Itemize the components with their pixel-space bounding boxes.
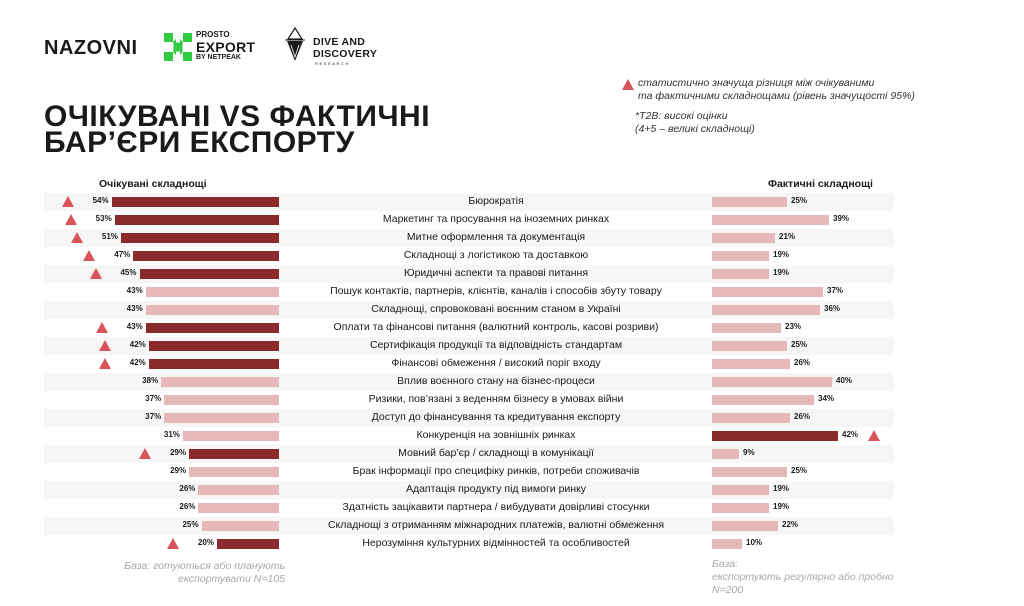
actual-bar bbox=[712, 197, 787, 207]
actual-value-label: 36% bbox=[824, 304, 841, 313]
expected-value-label: 51% bbox=[101, 232, 118, 241]
expected-bar bbox=[164, 413, 279, 423]
actual-bar bbox=[712, 305, 820, 315]
significance-triangle-icon bbox=[139, 448, 151, 459]
expected-bar bbox=[202, 521, 280, 531]
expected-value-label: 26% bbox=[179, 484, 196, 493]
significance-triangle-icon bbox=[99, 340, 111, 351]
base-left-line1: База: готуються або планують bbox=[124, 560, 285, 572]
prosto-export-icon bbox=[164, 33, 192, 61]
chart-row bbox=[0, 409, 1024, 427]
actual-bar bbox=[712, 251, 769, 261]
significance-triangle-icon bbox=[62, 196, 74, 207]
prosto-export-logo bbox=[164, 30, 264, 64]
title-line1: ОЧІКУВАНІ VS ФАКТИЧНІ bbox=[44, 100, 431, 133]
actual-bar bbox=[712, 521, 778, 531]
chart-row bbox=[0, 211, 1024, 229]
expected-value-label: 53% bbox=[95, 214, 112, 223]
title-line2: БАР’ЄРИ ЕКСПОРТУ bbox=[44, 126, 355, 159]
significance-triangle-icon bbox=[99, 358, 111, 369]
actual-value-label: 37% bbox=[827, 286, 844, 295]
actual-bar bbox=[712, 395, 814, 405]
prosto-export-line3: BY NETPEAK bbox=[196, 54, 241, 61]
expected-bar bbox=[198, 503, 279, 513]
expected-bar bbox=[140, 269, 280, 279]
actual-bar bbox=[712, 539, 742, 549]
actual-value-label: 10% bbox=[746, 538, 763, 547]
expected-value-label: 42% bbox=[129, 358, 146, 367]
expected-value-label: 38% bbox=[142, 376, 159, 385]
actual-bar bbox=[712, 503, 769, 513]
expected-value-label: 54% bbox=[92, 196, 109, 205]
category-label: Митне оформлення та документація bbox=[406, 231, 586, 243]
actual-value-label: 9% bbox=[743, 448, 755, 457]
base-left-line2: експортувати N=105 bbox=[178, 573, 285, 585]
expected-value-label: 26% bbox=[179, 502, 196, 511]
actual-value-label: 26% bbox=[794, 358, 811, 367]
actual-value-label: 19% bbox=[773, 250, 790, 259]
category-label: Юридичні аспекти та правові питання bbox=[403, 267, 589, 279]
actual-bar bbox=[712, 467, 787, 477]
chart-row bbox=[0, 193, 1024, 211]
expected-value-label: 43% bbox=[126, 286, 143, 295]
expected-bar bbox=[115, 215, 279, 225]
actual-value-label: 40% bbox=[836, 376, 853, 385]
chart-row bbox=[0, 373, 1024, 391]
expected-value-label: 45% bbox=[120, 268, 137, 277]
expected-bar bbox=[146, 323, 279, 333]
category-label: Бюрократія bbox=[468, 195, 524, 207]
actual-bar bbox=[712, 233, 775, 243]
chart-row bbox=[0, 301, 1024, 319]
chart-row bbox=[0, 247, 1024, 265]
expected-header: Очікувані складнощі bbox=[99, 178, 207, 190]
expected-bar bbox=[189, 449, 279, 459]
category-label: Фінансові обмеження / високий поріг входу bbox=[391, 357, 601, 369]
chart-row bbox=[0, 319, 1024, 337]
category-label: Складнощі з логістикою та доставкою bbox=[403, 249, 589, 261]
base-right-line3: N=200 bbox=[712, 584, 744, 596]
base-right-line1: База: bbox=[712, 558, 738, 570]
expected-value-label: 43% bbox=[126, 322, 143, 331]
iceberg-icon bbox=[283, 27, 307, 63]
expected-value-label: 37% bbox=[145, 412, 162, 421]
expected-bar bbox=[121, 233, 279, 243]
dive-line3: RESEARCH bbox=[315, 61, 351, 66]
base-left bbox=[105, 560, 285, 586]
category-label: Брак інформації про специфіку ринків, потреби споживачів bbox=[352, 465, 640, 477]
significance-triangle-icon bbox=[83, 250, 95, 261]
significance-triangle-icon bbox=[65, 214, 77, 225]
actual-value-label: 19% bbox=[773, 268, 790, 277]
t2b-note bbox=[635, 110, 755, 136]
chart-row bbox=[0, 517, 1024, 535]
chart-row bbox=[0, 229, 1024, 247]
actual-value-label: 22% bbox=[782, 520, 799, 529]
prosto-export-line2: EXPORT bbox=[196, 39, 256, 55]
category-label: Ризики, пов’язані з веденням бізнесу в умовах війни bbox=[368, 393, 624, 405]
expected-value-label: 25% bbox=[182, 520, 199, 529]
expected-bar bbox=[133, 251, 279, 261]
actual-bar bbox=[712, 485, 769, 495]
category-label: Вплив воєнного стану на бізнес-процеси bbox=[397, 375, 595, 387]
expected-bar bbox=[149, 359, 279, 369]
actual-bar bbox=[712, 377, 832, 387]
actual-bar bbox=[712, 215, 829, 225]
expected-bar bbox=[146, 287, 279, 297]
actual-bar bbox=[712, 413, 790, 423]
actual-value-label: 19% bbox=[773, 484, 790, 493]
category-label: Здатність зацікавити партнера / вибудувати довірливі стосунки bbox=[342, 501, 650, 513]
expected-bar bbox=[146, 305, 279, 315]
significance-triangle-icon bbox=[71, 232, 83, 243]
chart-row bbox=[0, 463, 1024, 481]
note-line2: (4+5 – великі складнощі) bbox=[635, 123, 755, 135]
dive-line2: DISCOVERY bbox=[313, 48, 378, 60]
note-line1: *T2B: високі оцінки bbox=[635, 110, 728, 122]
expected-value-label: 29% bbox=[170, 448, 187, 457]
expected-value-label: 29% bbox=[170, 466, 187, 475]
category-label: Адаптація продукту під вимоги ринку bbox=[405, 483, 587, 495]
expected-bar bbox=[161, 377, 279, 387]
category-label: Оплати та фінансові питання (валютний контроль, касові розриви) bbox=[333, 321, 659, 333]
significance-legend bbox=[638, 77, 915, 103]
actual-bar bbox=[712, 359, 790, 369]
expected-bar bbox=[164, 395, 279, 405]
base-right bbox=[712, 558, 932, 597]
page-title bbox=[44, 100, 431, 159]
category-label: Пошук контактів, партнерів, клієнтів, каналів і способів збуту товару bbox=[330, 285, 662, 297]
actual-value-label: 42% bbox=[842, 430, 859, 439]
expected-value-label: 20% bbox=[197, 538, 214, 547]
significance-triangle-icon bbox=[868, 430, 880, 441]
category-label: Доступ до фінансування та кредитування експорту bbox=[371, 411, 621, 423]
actual-value-label: 25% bbox=[791, 466, 808, 475]
expected-value-label: 37% bbox=[145, 394, 162, 403]
category-label: Конкуренція на зовнішніх ринках bbox=[416, 429, 576, 441]
expected-bar bbox=[198, 485, 279, 495]
prosto-export-line1: PROSTO bbox=[196, 30, 230, 39]
significance-triangle-icon bbox=[167, 538, 179, 549]
actual-value-label: 25% bbox=[791, 340, 808, 349]
actual-header: Фактичні складнощі bbox=[768, 178, 873, 190]
dive-and-discovery-logo bbox=[283, 27, 378, 67]
chart-row bbox=[0, 265, 1024, 283]
expected-value-label: 43% bbox=[126, 304, 143, 313]
actual-value-label: 26% bbox=[794, 412, 811, 421]
chart-row bbox=[0, 481, 1024, 499]
chart-row bbox=[0, 337, 1024, 355]
dive-line1: DIVE AND bbox=[313, 36, 366, 48]
chart-row bbox=[0, 355, 1024, 373]
expected-bar bbox=[112, 197, 279, 207]
actual-bar bbox=[712, 431, 838, 441]
category-label: Сертифікація продукції та відповідність стандартам bbox=[369, 339, 623, 351]
actual-bar bbox=[712, 341, 787, 351]
actual-value-label: 25% bbox=[791, 196, 808, 205]
chart-row bbox=[0, 445, 1024, 463]
category-label: Нерозуміння культурних відмінностей та особливостей bbox=[362, 537, 630, 549]
base-right-line2: експортують регулярно або пробно bbox=[712, 571, 894, 583]
significance-triangle-icon bbox=[96, 322, 108, 333]
significance-triangle-icon bbox=[622, 79, 634, 90]
legend-line2: та фактичними складнощами (рівень значущості 95%) bbox=[638, 90, 915, 102]
actual-value-label: 23% bbox=[785, 322, 802, 331]
actual-value-label: 34% bbox=[818, 394, 835, 403]
chart-row bbox=[0, 499, 1024, 517]
actual-value-label: 39% bbox=[833, 214, 850, 223]
legend-line1: статистично значуща різниця між очікуваними bbox=[638, 77, 875, 89]
actual-bar bbox=[712, 269, 769, 279]
barriers-chart bbox=[0, 193, 1024, 553]
category-label: Маркетинг та просування на іноземних ринках bbox=[382, 213, 610, 225]
expected-bar bbox=[183, 431, 279, 441]
expected-bar bbox=[189, 467, 279, 477]
actual-bar bbox=[712, 323, 781, 333]
significance-triangle-icon bbox=[90, 268, 102, 279]
actual-value-label: 19% bbox=[773, 502, 790, 511]
nazovni-logo: NAZOVNI bbox=[44, 37, 138, 59]
expected-bar bbox=[149, 341, 279, 351]
chart-row bbox=[0, 283, 1024, 301]
actual-bar bbox=[712, 449, 739, 459]
chart-row bbox=[0, 535, 1024, 553]
expected-value-label: 31% bbox=[163, 430, 180, 439]
actual-bar bbox=[712, 287, 823, 297]
chart-row bbox=[0, 427, 1024, 445]
category-label: Складнощі з отриманням міжнародних платежів, валютні обмеження bbox=[327, 519, 665, 531]
category-label: Мовний бар’єр / складнощі в комунікації bbox=[398, 447, 594, 459]
chart-row bbox=[0, 391, 1024, 409]
actual-value-label: 21% bbox=[779, 232, 796, 241]
category-label: Складнощі, спровоковані воєнним станом в Україні bbox=[371, 303, 621, 315]
expected-bar bbox=[217, 539, 279, 549]
expected-value-label: 47% bbox=[114, 250, 131, 259]
expected-value-label: 42% bbox=[129, 340, 146, 349]
